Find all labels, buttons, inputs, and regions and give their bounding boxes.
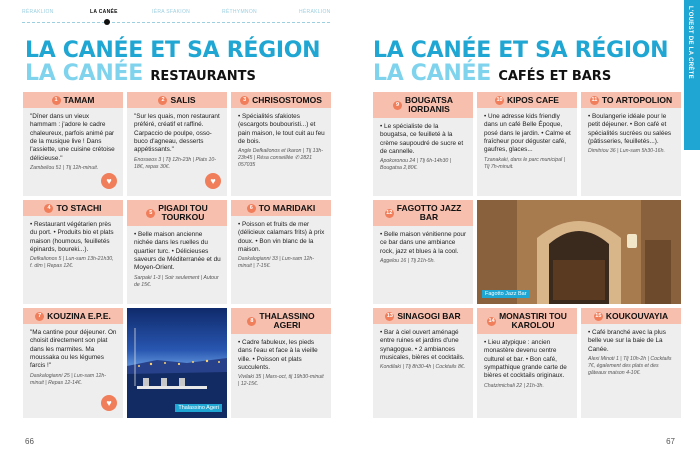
card-number: 10 — [496, 96, 503, 103]
card-text: "Ma cantine pour déjeuner. On choisit directement son plat dans les marmites. Ma moussaka ou les légumes farcis !" — [30, 329, 117, 370]
card-title: CHRISOSTOMOS — [252, 95, 322, 105]
card-title-line2: IORDANIS — [408, 104, 450, 114]
card-meta: Kondilaki | Tlj 8h30-4h | Cocktails 8€. — [380, 364, 466, 371]
page-number-right: 67 — [666, 437, 675, 446]
card-title: KOUKOUVAYIA — [605, 311, 669, 321]
left-subtitle: LA CANÉE RESTAURANTS — [25, 61, 256, 86]
card-meta: Vivilaki 35 | Mars-oct, tlj 19h30-minuit | 12-15€. — [238, 374, 324, 388]
card-fagotto-jazz-bar — [373, 200, 473, 304]
card-koukouvayia — [581, 308, 681, 418]
card-salis — [127, 92, 227, 196]
left-title: LA CANÉE ET SA RÉGION — [25, 38, 321, 63]
card-text: • Belle maison vénitienne pour ce bar dans une ambiance rock, jazz et blues à la cool. — [380, 231, 467, 255]
left-section-title: RESTAURANTS — [150, 69, 256, 84]
card-meta: Angle Defkalionos et Ikaron | Tlj 13h-23h45 | Résa conseillée ✆ 2821 057035 — [238, 148, 323, 169]
card-title: TO MARIDAKI — [258, 203, 316, 213]
timeline-stop: RÉTHYMNON — [222, 9, 257, 15]
timeline-stop: RÉRAKLION — [22, 9, 54, 15]
heart-icon: ♥ — [101, 395, 117, 411]
card-sinagogi-bar — [373, 308, 473, 418]
card-monastiri-tou-karolou — [477, 308, 577, 418]
timeline-stop: IÉRA SFAKION — [152, 9, 191, 15]
card-title: SALIS — [170, 95, 196, 105]
card-text: • Café branché avec la plus belle vue sur la baie de La Canée. — [588, 329, 666, 353]
card-number: 2 — [158, 96, 167, 105]
card-title: KIPOS CAFE — [507, 95, 559, 105]
card-bougatsa-iordanis — [373, 92, 473, 196]
card-meta: Defkalionos 5 | Lun-sam 13h-21h30, f. dim | Repas 12€. — [30, 256, 114, 270]
photo-caption: Thalassino Ageri — [175, 404, 222, 412]
card-title: SINAGOGI BAR — [397, 311, 461, 321]
right-subtitle: LA CANÉE CAFÉS ET BARS — [373, 61, 612, 86]
card-number: 9 — [393, 101, 402, 110]
card-text: • Poisson et fruits de mer (délicieux calamars frits) à prix doux. • Bon vin blanc de la maison. — [238, 221, 325, 253]
card-meta: Aggelou 16 | Tlj 21h-5h. — [380, 257, 435, 264]
card-number: 14 — [488, 317, 495, 324]
card-number: 7 — [35, 312, 44, 321]
card-thalassino-ageri — [231, 308, 331, 418]
card-number: 12 — [386, 209, 393, 216]
card-text: "Dîner dans un vieux hammam : j'adore le cadre chaleureux, parfois animé par de la musique live ! Dans l'assiette, une cuisine crétoise délicieuse." — [30, 113, 115, 162]
right-page-title — [373, 40, 668, 85]
card-to-stachi — [23, 200, 123, 304]
card-kouzina — [23, 308, 123, 418]
card-text: "Sur les quais, mon restaurant préféré, créatif et raffiné. Carpaccio de poulpe, osso-buco d'agneau, desserts appétissants." — [134, 113, 220, 154]
card-meta: Daskalogianni 33 | Lun-sam 12h-minuit | 7-15€. — [238, 256, 315, 270]
right-title: LA CANÉE ET SA RÉGION — [373, 38, 669, 63]
card-number: 3 — [240, 96, 249, 105]
right-grid — [373, 92, 681, 418]
card-meta: Zambeliou 51 | Tlj 12h-minuit. — [30, 164, 99, 171]
timeline-stop-active: LA CANÉE — [90, 9, 118, 15]
left-grid — [23, 92, 331, 418]
card-text: • Spécialités sfakiotes (escargots boubouristi...) et pain maison, le tout cuit au feu de bois. — [238, 113, 325, 145]
card-meta: Dimitriou 36 | Lun-sam 5h30-16h. — [588, 148, 665, 155]
card-meta: Apokoronou 24 | Tlj 6h-14h30 | Bougatsa 2,80€. — [380, 158, 452, 172]
card-pigadi-tou-tourkou — [127, 200, 227, 304]
card-to-maridaki — [231, 200, 331, 304]
card-text: • Bar à ciel ouvert aménagé entre ruines et jardins d'une synagogue. • 2 ambiances musicales, bières et cocktails. — [380, 329, 465, 361]
card-meta: Chatzimichali 22 | 21h-3h. — [484, 382, 544, 389]
card-kipos-cafe — [477, 92, 577, 196]
card-meta: Enosseos 3 | Tlj 12h-23h | Plats 10-18€, repas 30€. — [134, 156, 216, 170]
card-title: TAMAM — [63, 95, 95, 105]
card-number: 8 — [247, 317, 256, 326]
card-number: 4 — [44, 204, 53, 213]
card-number: 6 — [247, 204, 256, 213]
page-number-left: 66 — [25, 437, 34, 446]
card-title-line2: AGERI — [273, 320, 301, 330]
timeline-stop: HÉRAKLION — [299, 9, 331, 15]
card-title: PIGADI TOU — [158, 203, 208, 214]
card-meta: Tzanakaki, dans le parc municipal | Tlj 7h-minuit. — [484, 156, 565, 170]
card-text: • Une adresse kids friendly dans un café Belle Époque, posé dans le jardin. • Calme et fraîcheur pour déguster café, gaufres, glaces... — [484, 113, 571, 154]
card-meta: Sarpaki 1-3 | Soir seulement | Autour de 15€. — [134, 274, 219, 288]
card-title: TO STACHI — [56, 203, 102, 213]
card-tamam — [23, 92, 123, 196]
venetian-doorway-illustration — [477, 200, 681, 304]
card-text: • Belle maison ancienne nichée dans les ruelles du quartier turc. • Délicieuses saveurs de Méditerranée et du Moyen-Orient. — [134, 231, 221, 272]
card-title: KOUZINA E.P.E. — [47, 311, 111, 321]
card-text: • Le spécialiste de la bougatsa, ce feuilleté à la crème saupoudré de sucre et de cannelle. — [380, 123, 464, 155]
side-tab — [684, 0, 700, 150]
card-title: THALASSINO — [259, 311, 315, 322]
timeline-dot — [104, 19, 110, 25]
card-title-line2: KAROLOU — [511, 320, 555, 330]
harbor-night-illustration — [127, 308, 227, 418]
card-number: 15 — [595, 312, 602, 319]
card-number: 1 — [52, 96, 61, 105]
card-title-line2: BAR — [419, 212, 439, 222]
card-number: 5 — [146, 209, 155, 218]
card-text: • Boulangerie idéale pour le petit déjeuner. • Bon café et spécialités sucrées ou salées (pâtisseries, feuilletés...). — [588, 113, 672, 145]
heart-icon: ♥ — [101, 173, 117, 189]
heart-icon: ♥ — [205, 173, 221, 189]
card-meta: Daskalogianni 25 | Lun-sam 12h-minuit | Repas 12-14€. — [30, 372, 107, 386]
photo-thalassino-ageri — [127, 308, 227, 418]
card-title: BOUGATSA — [404, 95, 453, 106]
card-meta: Alexi Minoti 1 | Tlj 10h-2h | Cocktails 7€, également des plats et des gâteaux maison 4-10€. — [588, 355, 672, 377]
card-title: TO ARTOPOLION — [601, 95, 673, 105]
card-title-line2: TOURKOU — [161, 212, 205, 222]
card-number: 11 — [591, 96, 598, 103]
card-number: 13 — [386, 312, 393, 319]
card-text: • Restaurant végétarien près du port. • Produits bio et plats maison (houmous, feuilletés épinards, boureki...). — [30, 221, 114, 253]
card-text: • Lieu atypique : ancien monastère devenu centre culturel et bar. • Bon café, sympathique grande carte de bières et cocktails originaux. — [484, 339, 567, 380]
card-to-artopolion — [581, 92, 681, 196]
region-timeline — [22, 9, 330, 33]
card-title: FAGOTTO JAZZ — [396, 203, 462, 214]
timeline-line — [22, 22, 330, 23]
card-text: • Cadre fabuleux, les pieds dans l'eau et face à la vieille ville. • Poisson et plats succulents. — [238, 339, 318, 371]
right-section-title: CAFÉS ET BARS — [498, 69, 612, 84]
left-page-title — [25, 40, 320, 85]
card-chrisostomos — [231, 92, 331, 196]
card-title: MONASTIRI TOU — [499, 311, 567, 322]
side-tab-label: L'OUEST DE LA CRÈTE — [687, 6, 693, 79]
photo-fagotto-jazz-bar — [477, 200, 681, 304]
photo-caption: Fagotto Jazz Bar — [482, 290, 530, 298]
